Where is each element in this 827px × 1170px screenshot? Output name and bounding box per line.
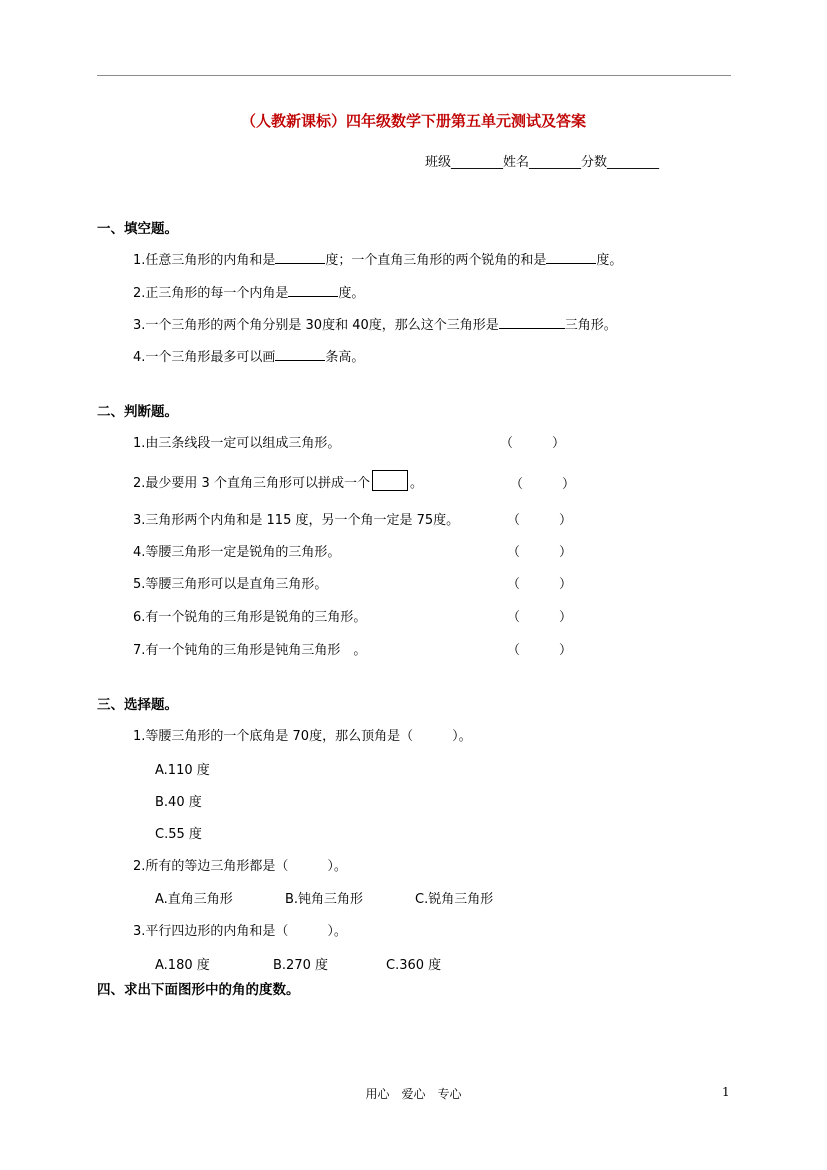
page-number: 1 [722, 1085, 730, 1099]
q3-text-a: 3.一个三角形的两个角分别是 30度和 40度，那么这个三角形是 [133, 318, 499, 333]
judge-question-2 [133, 470, 423, 491]
choice-option-3a[interactable]: A.180 度 [155, 958, 210, 973]
q1-text-c: 度。 [596, 253, 623, 268]
choice-question-3: 3.平行四边形的内角和是（ ）。 [133, 924, 347, 939]
q1-text-a: 1.任意三角形的内角和是 [133, 253, 276, 268]
student-info-line: 班级________姓名________分数________ [425, 155, 660, 170]
judge-answer-paren-5[interactable]: （ ） [507, 577, 573, 592]
footer-motto: 用心 爱心 专心 [365, 1087, 462, 1101]
answer-blank[interactable] [275, 348, 325, 361]
fill-question-4 [133, 346, 364, 365]
judge-question-3: 3.三角形两个内角和是 115 度，另一个角一定是 75度。 [133, 513, 460, 528]
header-rule [97, 75, 731, 76]
answer-blank[interactable] [546, 251, 596, 264]
choice-option-1a[interactable]: A.110 度 [155, 763, 210, 778]
judge-question-4: 4.等腰三角形一定是锐角的三角形。 [133, 545, 341, 560]
choice-option-2c[interactable]: C.锐角三角形 [415, 892, 494, 907]
choice-option-3b[interactable]: B.270 度 [273, 958, 328, 973]
q2-text-b: 度。 [338, 286, 365, 301]
q2-text-a: 2.正三角形的每一个内角是 [133, 286, 289, 301]
answer-blank[interactable] [288, 284, 338, 297]
q1-text-b: 度；一个直角三角形的两个锐角的和是 [325, 253, 547, 268]
section-1-heading: 一、填空题。 [97, 221, 178, 237]
choice-option-2b[interactable]: B.钝角三角形 [285, 892, 364, 907]
judge-answer-paren-2[interactable]: （ ） [510, 477, 576, 492]
q4-text-b: 条高。 [325, 350, 365, 365]
judge-question-7: 7.有一个钝角的三角形是钝角三角形 。 [133, 643, 367, 658]
judge-question-5: 5.等腰三角形可以是直角三角形。 [133, 577, 328, 592]
rectangle-shape-icon [372, 470, 408, 491]
judge-answer-paren-4[interactable]: （ ） [507, 545, 573, 560]
fill-question-3 [133, 314, 617, 333]
section-3-heading: 三、选择题。 [97, 697, 178, 713]
section-4-heading: 四、求出下面图形中的角的度数。 [97, 982, 300, 998]
q3-text-b: 三角形。 [564, 318, 617, 333]
answer-blank[interactable] [275, 251, 325, 264]
judge-question-1: 1.由三条线段一定可以组成三角形。 [133, 436, 341, 451]
judge-answer-paren-3[interactable]: （ ） [507, 513, 573, 528]
fill-question-2 [133, 282, 364, 301]
choice-option-2a[interactable]: A.直角三角形 [155, 892, 233, 907]
judge-answer-paren-1[interactable]: （ ） [500, 436, 566, 451]
q2-text-b: 。 [409, 476, 423, 491]
document-title: （人教新课标）四年级数学下册第五单元测试及答案 [240, 112, 586, 130]
choice-question-1: 1.等腰三角形的一个底角是 70度，那么顶角是（ ）。 [133, 729, 472, 744]
choice-question-2: 2.所有的等边三角形都是（ ）。 [133, 859, 347, 874]
answer-blank[interactable] [499, 316, 565, 329]
q4-text-a: 4.一个三角形最多可以画 [133, 350, 276, 365]
judge-answer-paren-7[interactable]: （ ） [507, 643, 573, 658]
judge-answer-paren-6[interactable]: （ ） [507, 610, 573, 625]
choice-option-1b[interactable]: B.40 度 [155, 795, 202, 810]
judge-question-6: 6.有一个锐角的三角形是锐角的三角形。 [133, 610, 367, 625]
choice-option-3c[interactable]: C.360 度 [386, 958, 442, 973]
fill-question-1 [133, 249, 622, 268]
q2-text-a: 2.最少要用 3 个直角三角形可以拼成一个 [133, 476, 370, 491]
choice-option-1c[interactable]: C.55 度 [155, 827, 202, 842]
section-2-heading: 二、判断题。 [97, 404, 178, 420]
